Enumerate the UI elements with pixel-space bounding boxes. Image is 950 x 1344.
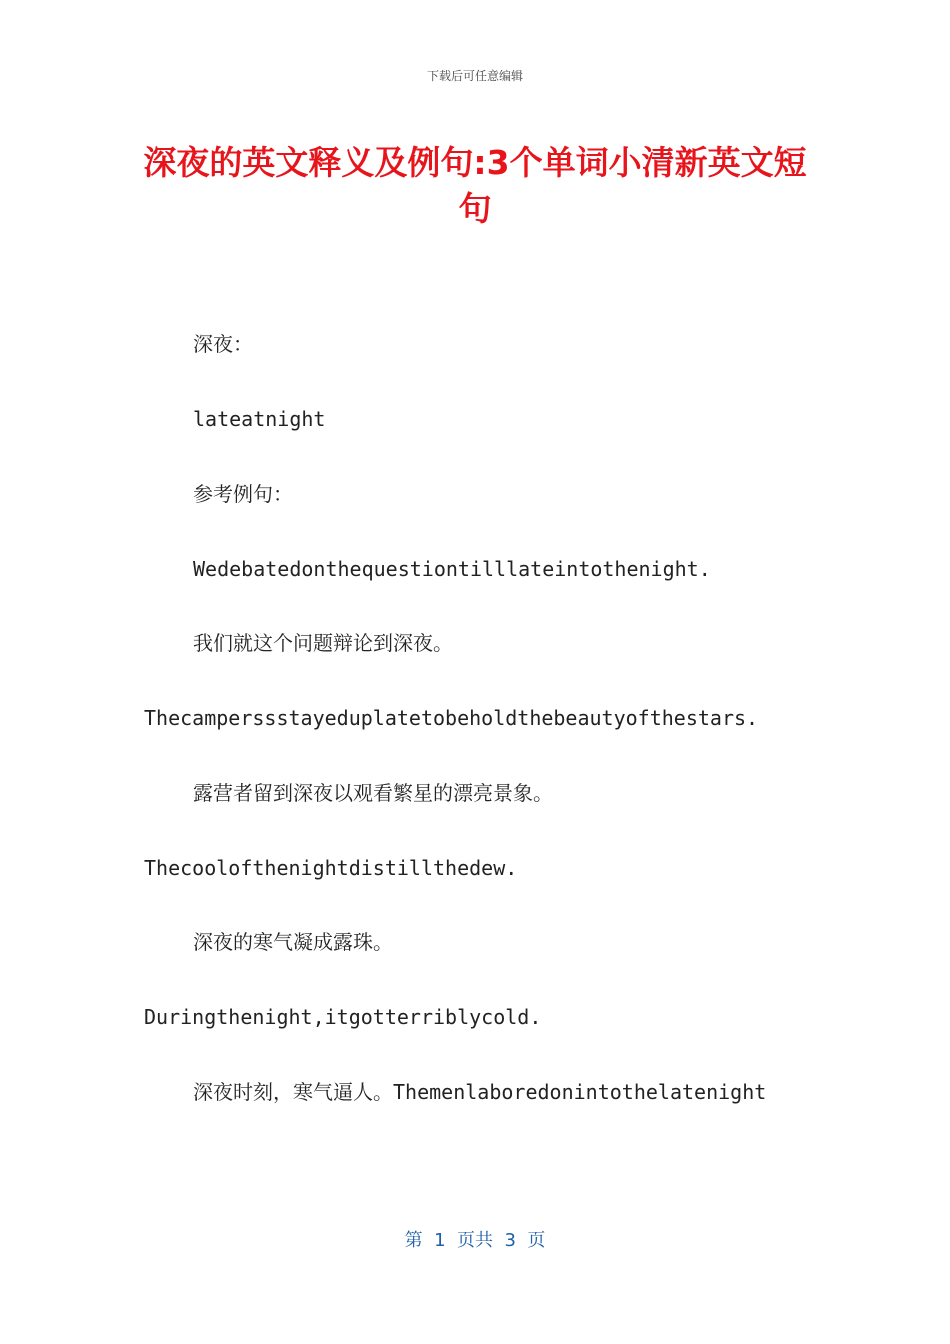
paragraph-example-zh-1: 我们就这个问题辩论到深夜。 <box>193 631 453 655</box>
paragraph-example-en-4: Duringthenight,itgotterriblycold. <box>144 1005 542 1029</box>
paragraph-example-en-2: Thecamperssstayeduplatetobeholdthebeautyofthestars. <box>144 706 759 730</box>
paragraph-example-en-3: Thecoolofthenightdistillthedew. <box>144 856 518 880</box>
header-note: 下载后可任意编辑 <box>426 69 523 83</box>
paragraph-example-zh-3: 深夜的寒气凝成露珠。 <box>193 930 393 954</box>
paragraph-examples-heading: 参考例句： <box>193 482 293 506</box>
paragraph-translation: lateatnight <box>193 407 326 431</box>
paragraph-example-zh-2: 露营者留到深夜以观看繁星的漂亮景象。 <box>193 781 553 805</box>
page-number-footer: 第 1 页共 3 页 <box>404 1230 546 1251</box>
page-title: 深夜的英文释义及例句:3个单词小清新英文短句 <box>143 143 807 228</box>
paragraph-term: 深夜： <box>193 332 253 356</box>
paragraph-example-zh-4: 深夜时刻，寒气逼人。Themenlaboredonintothelatenight <box>193 1080 767 1104</box>
paragraph-example-en-1: Wedebatedonthequestiontilllateintothenight. <box>193 557 711 581</box>
